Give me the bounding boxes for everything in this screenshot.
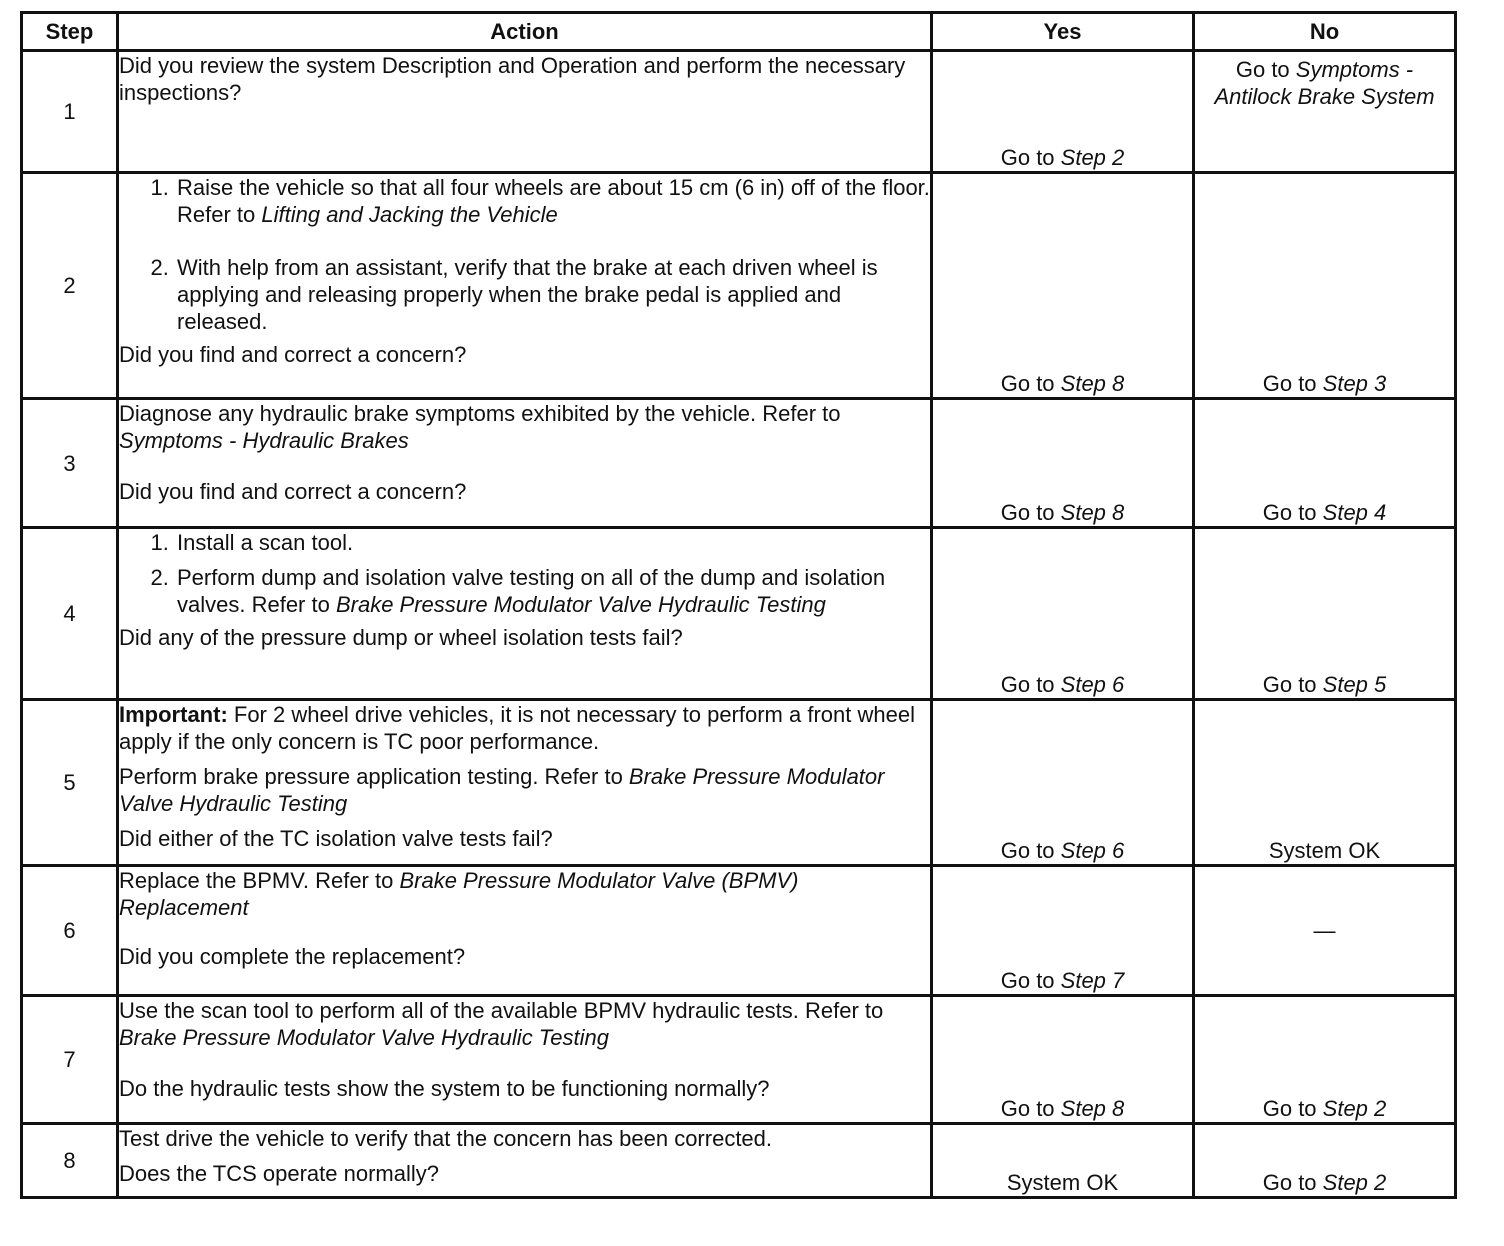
table-row bbox=[22, 173, 1456, 399]
header-step: Step bbox=[22, 13, 118, 51]
yes-link[interactable]: Step 8 bbox=[1060, 500, 1125, 525]
action-cell bbox=[118, 399, 932, 528]
step-number: 2 bbox=[22, 173, 118, 399]
action-cell bbox=[118, 51, 932, 173]
action-question: Did any of the pressure dump or wheel isolation tests fail? bbox=[119, 625, 683, 650]
action-text-body: Replace the BPMV. Refer to bbox=[119, 868, 400, 893]
no-cell bbox=[1194, 399, 1456, 528]
no-cell bbox=[1194, 173, 1456, 399]
no-link[interactable]: Step 3 bbox=[1322, 371, 1387, 396]
no-prefix: Go to bbox=[1262, 1096, 1323, 1121]
yes-prefix: Go to bbox=[1000, 968, 1061, 993]
header-yes: Yes bbox=[932, 13, 1194, 51]
yes-link[interactable]: Step 6 bbox=[1060, 672, 1125, 697]
yes-cell bbox=[932, 528, 1194, 700]
no-prefix: Go to bbox=[1262, 371, 1323, 396]
action-cell bbox=[118, 700, 932, 866]
step-number: 7 bbox=[22, 996, 118, 1124]
action-question: Do the hydraulic tests show the system to be functioning normally? bbox=[119, 1076, 770, 1101]
no-cell bbox=[1194, 51, 1456, 173]
table-row bbox=[22, 700, 1456, 866]
yes-cell bbox=[932, 399, 1194, 528]
action-text-body: Perform brake pressure application testing. Refer to bbox=[119, 764, 629, 789]
yes-prefix: Go to bbox=[1000, 1096, 1061, 1121]
no-cell bbox=[1194, 528, 1456, 700]
no-link[interactable]: Symptoms - Antilock Brake System bbox=[1214, 57, 1435, 109]
yes-text: System OK bbox=[1006, 1170, 1119, 1195]
no-cell bbox=[1194, 996, 1456, 1124]
yes-link[interactable]: Step 8 bbox=[1060, 371, 1125, 396]
important-note bbox=[119, 701, 930, 755]
no-link[interactable]: Step 5 bbox=[1322, 672, 1387, 697]
yes-cell bbox=[932, 51, 1194, 173]
table-row bbox=[22, 528, 1456, 700]
action-link[interactable]: Brake Pressure Modulator Valve Hydraulic Testing bbox=[119, 1025, 609, 1050]
yes-link[interactable]: Step 6 bbox=[1060, 838, 1125, 863]
no-cell bbox=[1194, 700, 1456, 866]
yes-cell bbox=[932, 1124, 1194, 1198]
yes-cell bbox=[932, 866, 1194, 996]
action-steps-list bbox=[119, 529, 930, 618]
step-number: 4 bbox=[22, 528, 118, 700]
action-link[interactable]: Symptoms - Hydraulic Brakes bbox=[119, 428, 409, 453]
step-number: 8 bbox=[22, 1124, 118, 1198]
action-step-text: Raise the vehicle so that all four wheels are about 15 cm (6 in) off of the floor. Refer to bbox=[177, 175, 930, 227]
important-text: For 2 wheel drive vehicles, it is not necessary to perform a front wheel apply if the only concern is TC poor performance. bbox=[119, 702, 915, 754]
yes-link[interactable]: Step 8 bbox=[1060, 1096, 1125, 1121]
action-steps-list bbox=[119, 254, 930, 335]
action-question: Did either of the TC isolation valve tests fail? bbox=[119, 826, 553, 851]
yes-link[interactable]: Step 7 bbox=[1060, 968, 1125, 993]
action-step-item: 2. With help from an assistant, verify that the brake at each driven wheel is applying and releasing properly when the brake pedal is applied and released. bbox=[175, 254, 930, 335]
no-cell bbox=[1194, 866, 1456, 996]
action-text: Did you review the system Description and Operation and perform the necessary inspections? bbox=[119, 53, 906, 105]
table-row bbox=[22, 996, 1456, 1124]
action-question: Did you complete the replacement? bbox=[119, 944, 466, 969]
action-step-item: 1. Install a scan tool. bbox=[175, 529, 930, 556]
step-number: 1 bbox=[22, 51, 118, 173]
yes-prefix: Go to bbox=[1000, 371, 1061, 396]
action-text bbox=[119, 763, 930, 817]
action-text bbox=[119, 400, 930, 454]
no-link[interactable]: Step 2 bbox=[1322, 1170, 1387, 1195]
yes-cell bbox=[932, 996, 1194, 1124]
step-number: 6 bbox=[22, 866, 118, 996]
action-step-item bbox=[175, 174, 930, 228]
header-no: No bbox=[1194, 13, 1456, 51]
action-text bbox=[119, 867, 930, 921]
action-steps-list bbox=[119, 174, 930, 228]
action-question: Did you find and correct a concern? bbox=[119, 342, 467, 367]
action-cell bbox=[118, 996, 932, 1124]
action-step-item bbox=[175, 564, 930, 618]
table-row bbox=[22, 1124, 1456, 1198]
table-row bbox=[22, 399, 1456, 528]
no-text: System OK bbox=[1268, 838, 1381, 863]
step-number: 5 bbox=[22, 700, 118, 866]
action-question: Did you find and correct a concern? bbox=[119, 479, 467, 504]
header-action: Action bbox=[118, 13, 932, 51]
no-cell bbox=[1194, 1124, 1456, 1198]
yes-prefix: Go to bbox=[1000, 838, 1061, 863]
action-cell bbox=[118, 173, 932, 399]
action-step-text: Perform dump and isolation valve testing on all of the dump and isolation valves. Refer to bbox=[177, 565, 886, 617]
action-text: Test drive the vehicle to verify that the concern has been corrected. bbox=[119, 1126, 773, 1151]
yes-cell bbox=[932, 700, 1194, 866]
diagnostic-table bbox=[20, 11, 1457, 1199]
step-number: 3 bbox=[22, 399, 118, 528]
yes-prefix: Go to bbox=[1000, 145, 1061, 170]
action-text-body: Diagnose any hydraulic brake symptoms exhibited by the vehicle. Refer to bbox=[119, 401, 841, 426]
yes-prefix: Go to bbox=[1000, 500, 1061, 525]
action-link[interactable]: Brake Pressure Modulator Valve (BPMV) Replacement bbox=[119, 868, 799, 920]
no-prefix: Go to bbox=[1262, 500, 1323, 525]
action-text-body: Use the scan tool to perform all of the available BPMV hydraulic tests. Refer to bbox=[119, 998, 884, 1023]
action-question: Does the TCS operate normally? bbox=[119, 1161, 439, 1186]
action-text bbox=[119, 997, 930, 1051]
no-prefix: Go to bbox=[1235, 57, 1296, 82]
action-step-link[interactable]: Lifting and Jacking the Vehicle bbox=[261, 202, 558, 227]
action-cell bbox=[118, 866, 932, 996]
action-link[interactable]: Brake Pressure Modulator Valve Hydraulic Testing bbox=[119, 764, 885, 816]
no-prefix: Go to bbox=[1262, 672, 1323, 697]
header-row bbox=[22, 13, 1456, 51]
yes-cell bbox=[932, 173, 1194, 399]
no-prefix: Go to bbox=[1262, 1170, 1323, 1195]
no-link[interactable]: Step 2 bbox=[1322, 1096, 1387, 1121]
no-link[interactable]: Step 4 bbox=[1322, 500, 1387, 525]
table-row bbox=[22, 866, 1456, 996]
action-step-link[interactable]: Brake Pressure Modulator Valve Hydraulic Testing bbox=[335, 592, 826, 617]
action-cell bbox=[118, 1124, 932, 1198]
table-row bbox=[22, 51, 1456, 173]
no-text: — bbox=[1313, 918, 1336, 943]
yes-prefix: Go to bbox=[1000, 672, 1061, 697]
action-cell bbox=[118, 528, 932, 700]
important-label: Important: bbox=[119, 702, 228, 727]
yes-link[interactable]: Step 2 bbox=[1060, 145, 1125, 170]
